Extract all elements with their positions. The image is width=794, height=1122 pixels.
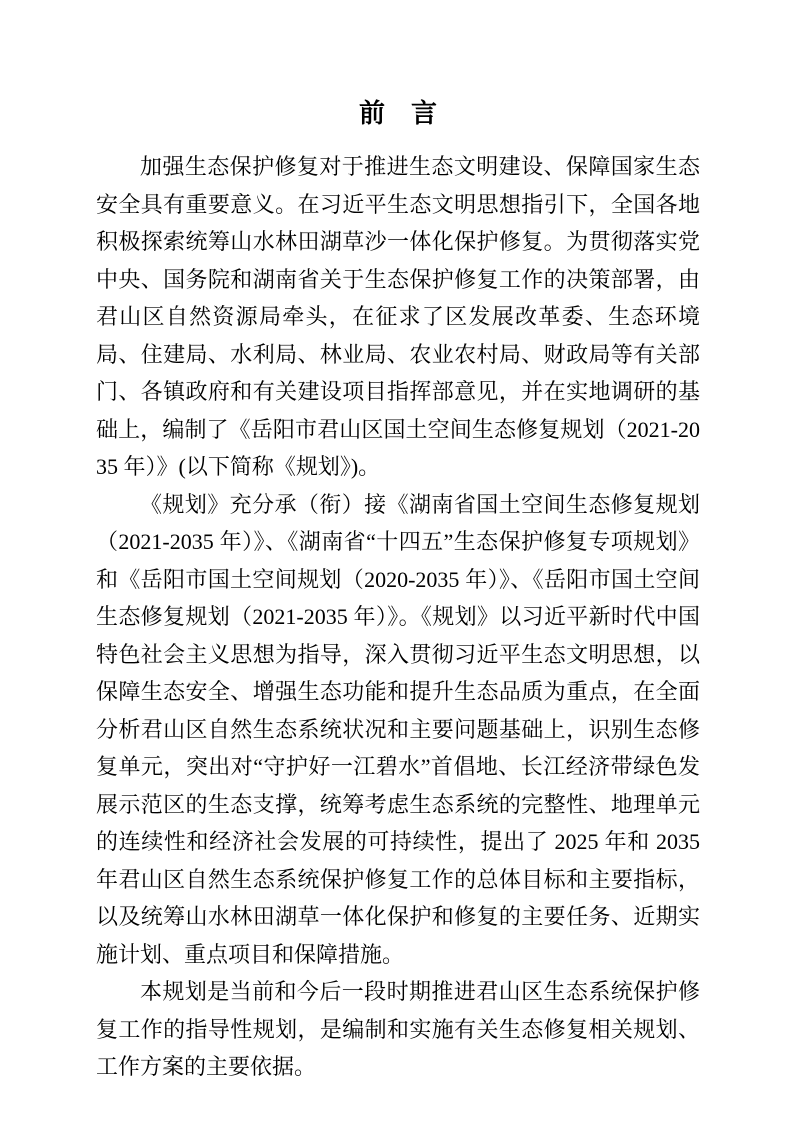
paragraph-intro: 加强生态保护修复对于推进生态文明建设、保障国家生态安全具有重要意义。在习近平生态文明思想指引下，全国各地积极探索统筹山水林田湖草沙一体化保护修复。为贯彻落实党中央、国务院和湖南省关于生态保护修复工作的决策部署，由君山区自然资源局牵头，在征求了区发展改革委、生态环境局、住建局、水利局、林业局、农业农村局、财政局等有关部门、各镇政府和有关建设项目指挥部意见，并在实地调研的基础上，编制了《岳阳市君山区国土空间生态修复规划（2021-2035 年）》(以下简称《规划》)。 (96, 154, 700, 479)
paragraph-conclusion: 本规划是当前和今后一段时期推进君山区生态系统保护修复工作的指导性规划，是编制和实施有关生态修复相关规划、工作方案的主要依据。 (96, 979, 700, 1079)
paragraph-plan-linkage: 《规划》充分承（衔）接《湖南省国土空间生态修复规划（2021-2035 年）》、《湖南省“十四五”生态保护修复专项规划》和《岳阳市国土空间规划（2020-2035 年）》、《岳阳市国土空间生态修复规划（2021-2035 年）》。《规划》以习近平新时代中国特色社会主义思想为指导，深入贯彻习近平生态文明思想，以保障生态安全、增强生态功能和提升生态品质为重点，在全面分析君山区自然生态系统状况和主要问题基础上，识别生态修复单元，突出对“守护好一江碧水”首倡地、长江经济带绿色发展示范区的生态支撑，统筹考虑生态系统的完整性、地理单元的连续性和经济社会发展的可持续性，提出了 2025 年和 2035 年君山区自然生态系统保护修复工作的总体目标和主要指标，以及统筹山水林田湖草一体化保护和修复的主要任务、近期实施计划、重点项目和保障措施。 (96, 491, 700, 967)
page-title: 前 言 (358, 99, 437, 128)
